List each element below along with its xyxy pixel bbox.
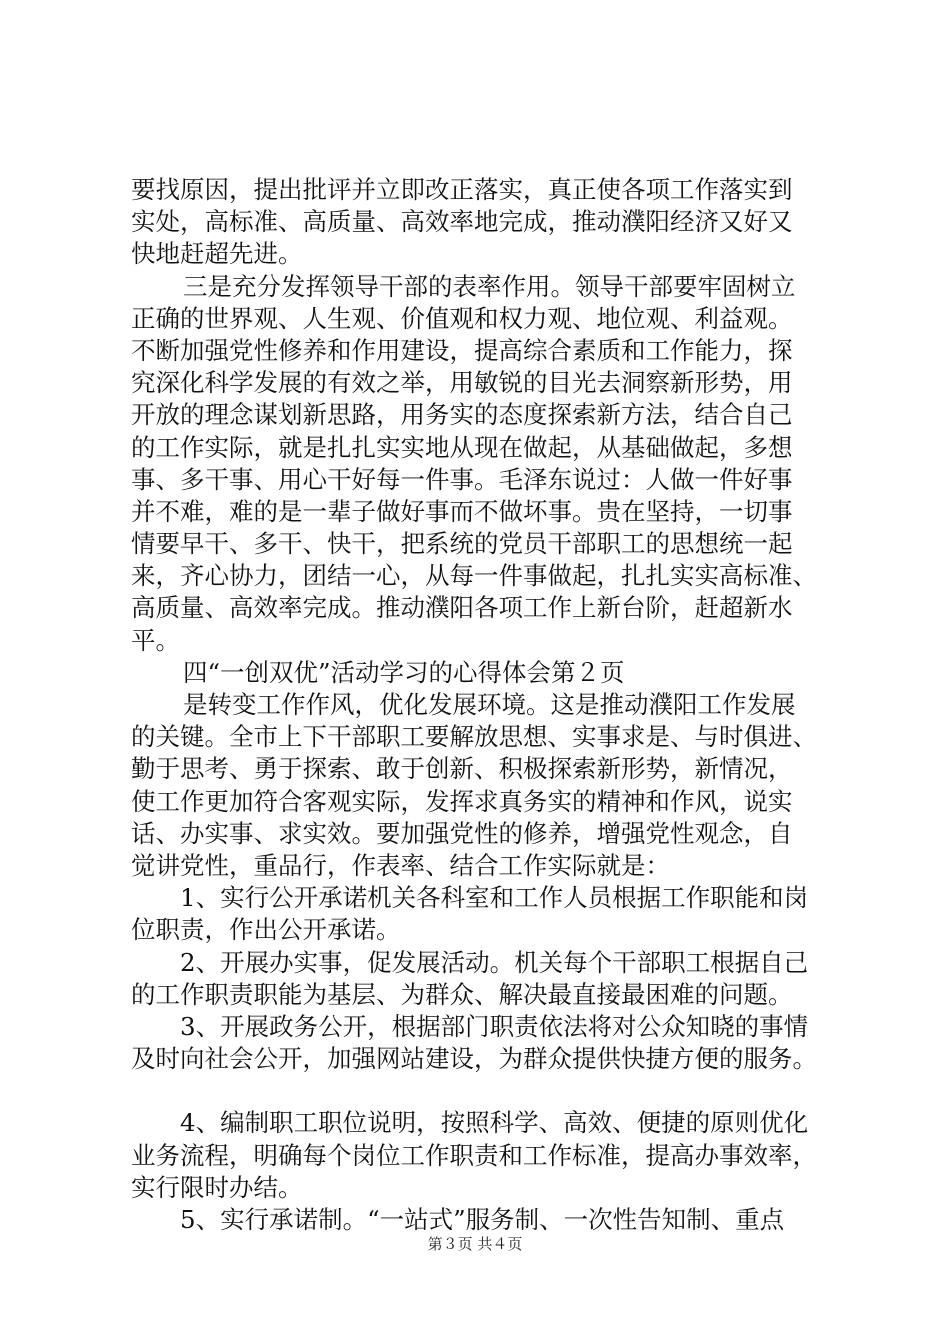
text-line: 三是充分发挥领导干部的表率作用。领导干部要牢固树立 bbox=[183, 271, 796, 301]
text-line: 来，齐心协力，团结一心，从每一件事做起，扎扎实实高标准、 bbox=[131, 561, 817, 591]
text-line: 正确的世界观、人生观、价值观和权力观、地位观、利益观。 bbox=[131, 303, 793, 333]
text-line: 高质量、高效率完成。推动濮阳各项工作上新台阶，赶超新水 bbox=[131, 593, 793, 623]
text-line: 事、多干事、用心干好每一件事。毛泽东说过：人做一件好事 bbox=[131, 464, 793, 494]
text-line: 实行限时办结。 bbox=[131, 1172, 303, 1202]
text-line: 的关键。全市上下干部职工要解放思想、实事求是、与时俱进、 bbox=[131, 722, 817, 752]
text-line: 勤于思考、勇于探索、敢于创新、积极探索新形势，新情况， bbox=[131, 754, 793, 784]
text-line: 觉讲党性，重品行，作表率、结合工作实际就是： bbox=[131, 850, 670, 880]
text-line: 及时向社会公开，加强网站建设，为群众提供快捷方便的服务。 bbox=[131, 1044, 817, 1074]
text-line: 平。 bbox=[131, 625, 180, 655]
text-line: 不断加强党性修养和作用建设，提高综合素质和工作能力，探 bbox=[131, 335, 793, 365]
page-footer: 第３页 共４页 bbox=[427, 1235, 523, 1253]
list-item: 2、开展办实事，促发展活动。机关每个干部职工根据自己 bbox=[180, 947, 809, 977]
list-item: 3、开展政务公开，根据部门职责依法将对公众知晓的事情 bbox=[180, 1011, 809, 1041]
text-line: 话、办实事、求实效。要加强党性的修养，增强党性观念，自 bbox=[131, 818, 793, 848]
list-item: 4、编制职工职位说明，按照科学、高效、便捷的原则优化 bbox=[180, 1108, 809, 1138]
text-line: 的工作职责职能为基层、为群众、解决最直接最困难的问题。 bbox=[131, 979, 793, 1009]
section-heading: 四“一创双优”活动学习的心得体会第２页 bbox=[183, 657, 625, 687]
text-line: 是转变工作作风，优化发展环境。这是推动濮阳工作发展 bbox=[183, 690, 796, 719]
text-line: 位职责，作出公开承诺。 bbox=[131, 915, 401, 945]
text-line: 使工作更加符合客观实际，发挥求真务实的精神和作风，说实 bbox=[131, 786, 793, 816]
list-item: 5、实行承诺制。“一站式”服务制、一次性告知制、重点 bbox=[180, 1205, 785, 1234]
text-line: 开放的理念谋划新思路，用务实的态度探索新方法，结合自己 bbox=[131, 400, 793, 430]
text-line: 实处，高标准、高质量、高效率地完成，推动濮阳经济又好又 bbox=[131, 207, 793, 237]
text-line: 并不难，难的是一辈子做好事而不做坏事。贵在坚持，一切事 bbox=[131, 496, 793, 526]
text-line: 业务流程，明确每个岗位工作职责和工作标准，提高办事效率， bbox=[131, 1140, 817, 1170]
text-line: 的工作实际，就是扎扎实实地从现在做起，从基础做起，多想 bbox=[131, 432, 793, 462]
text-line: 快地赶超先进。 bbox=[131, 239, 303, 269]
text-line: 究深化科学发展的有效之举，用敏锐的目光去洞察新形势，用 bbox=[131, 368, 793, 398]
text-line: 要找原因，提出批评并立即改正落实，真正使各项工作落实到 bbox=[131, 175, 793, 204]
text-line: 情要早干、多干、快干，把系统的党员干部职工的思想统一起 bbox=[131, 529, 793, 559]
document-body bbox=[131, 174, 831, 1236]
blank-line bbox=[131, 1075, 831, 1107]
list-item: 1、实行公开承诺机关各科室和工作人员根据工作职能和岗 bbox=[180, 883, 809, 913]
